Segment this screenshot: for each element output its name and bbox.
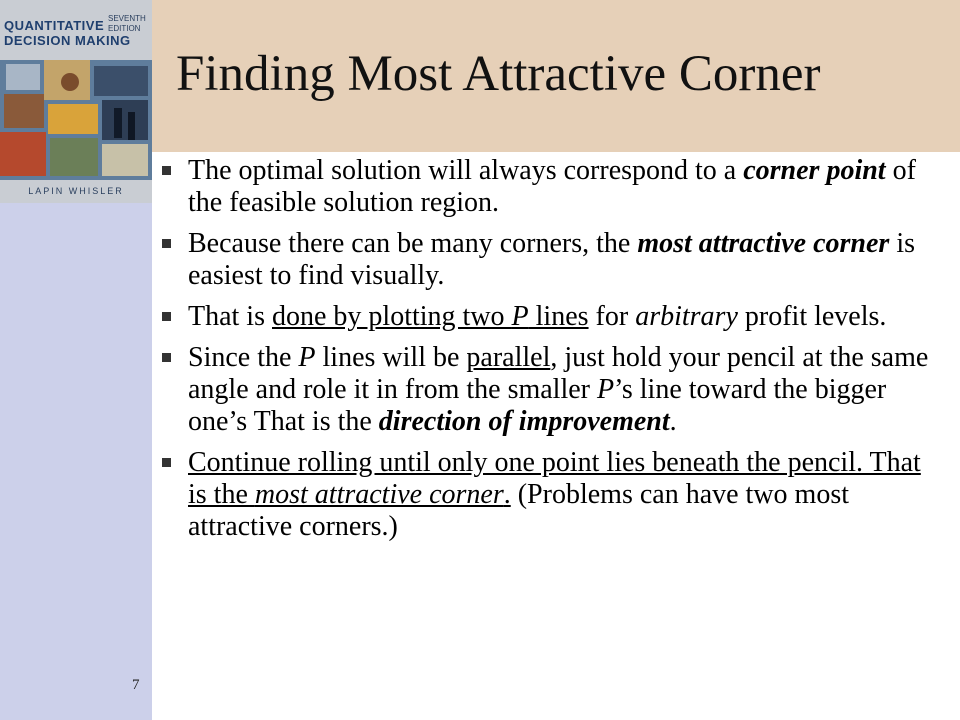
- bullet-4-text: Since the: [188, 342, 299, 373]
- bullet-5-text-end: (Problems can have two most attractive corners.): [188, 479, 850, 542]
- bullet-item-1: [160, 155, 930, 219]
- bullet-5-period: .: [503, 479, 511, 510]
- bullet-3-p-variable: P: [511, 301, 529, 332]
- bullet-3-text: That is: [188, 301, 272, 332]
- book-cover-image: [0, 0, 152, 203]
- bullet-marker-icon: [162, 166, 171, 175]
- bullet-5-italic: most attractive corner: [254, 479, 504, 510]
- bullet-4-underlined: parallel: [466, 342, 551, 373]
- bullet-4-p-variable: P: [298, 342, 316, 373]
- cover-edition-line1: SEVENTH: [108, 14, 146, 23]
- bullet-marker-icon: [162, 239, 171, 248]
- bullet-4-text-4: ’s line toward the bigger one’s That is the: [188, 374, 887, 437]
- bullet-4-text-3: , just hold your pencil at the same angle and role it in from the smaller: [188, 342, 929, 405]
- bullet-marker-icon: [162, 353, 171, 362]
- bullet-item-3: [160, 301, 930, 333]
- bullet-item-2: [160, 228, 930, 292]
- cover-authors: LAPIN WHISLER: [0, 180, 152, 203]
- bullet-3-text-mid: for: [588, 301, 636, 332]
- bullet-4-emphasis: direction of improvement: [378, 406, 670, 437]
- bullet-4-text-2: lines will be: [315, 342, 467, 373]
- bullet-3-italic: arbitrary: [635, 301, 738, 332]
- bullet-item-4: [160, 342, 930, 438]
- cover-edition: [108, 14, 146, 34]
- cover-edition-line2: EDITION: [108, 24, 141, 33]
- bullet-2-text: Because there can be many corners, the: [188, 228, 638, 259]
- bullet-4-text-end: .: [669, 406, 677, 437]
- bullet-marker-icon: [162, 458, 171, 467]
- cover-title-line2: DECISION MAKING: [4, 33, 131, 48]
- cover-title-line1: QUANTITATIVE: [4, 18, 105, 33]
- bullet-2-text-end: is easiest to find visually.: [188, 228, 916, 291]
- bullet-1-text-end: of the feasible solution region.: [188, 155, 916, 218]
- bullet-list: [160, 155, 930, 552]
- bullet-3-underlined: done by plotting two: [272, 301, 512, 332]
- bullet-item-5: [160, 447, 930, 543]
- bullet-1-emphasis: corner point: [743, 155, 886, 186]
- bullet-4-p-variable-2: P: [596, 374, 615, 405]
- page-number: 7: [132, 677, 140, 693]
- bullet-3-text-end: profit levels.: [737, 301, 887, 332]
- bullet-5-underlined: Continue rolling until only one point lies beneath the pencil. That is the: [188, 447, 921, 510]
- bullet-marker-icon: [162, 312, 171, 321]
- bullet-2-emphasis: most attractive corner: [637, 228, 890, 259]
- cover-photo-collage: [0, 60, 152, 180]
- slide-title: Finding Most Attractive Corner: [176, 46, 821, 102]
- bullet-3-underlined-end: lines: [528, 301, 589, 332]
- bullet-1-text: The optimal solution will always correspond to a: [188, 155, 744, 186]
